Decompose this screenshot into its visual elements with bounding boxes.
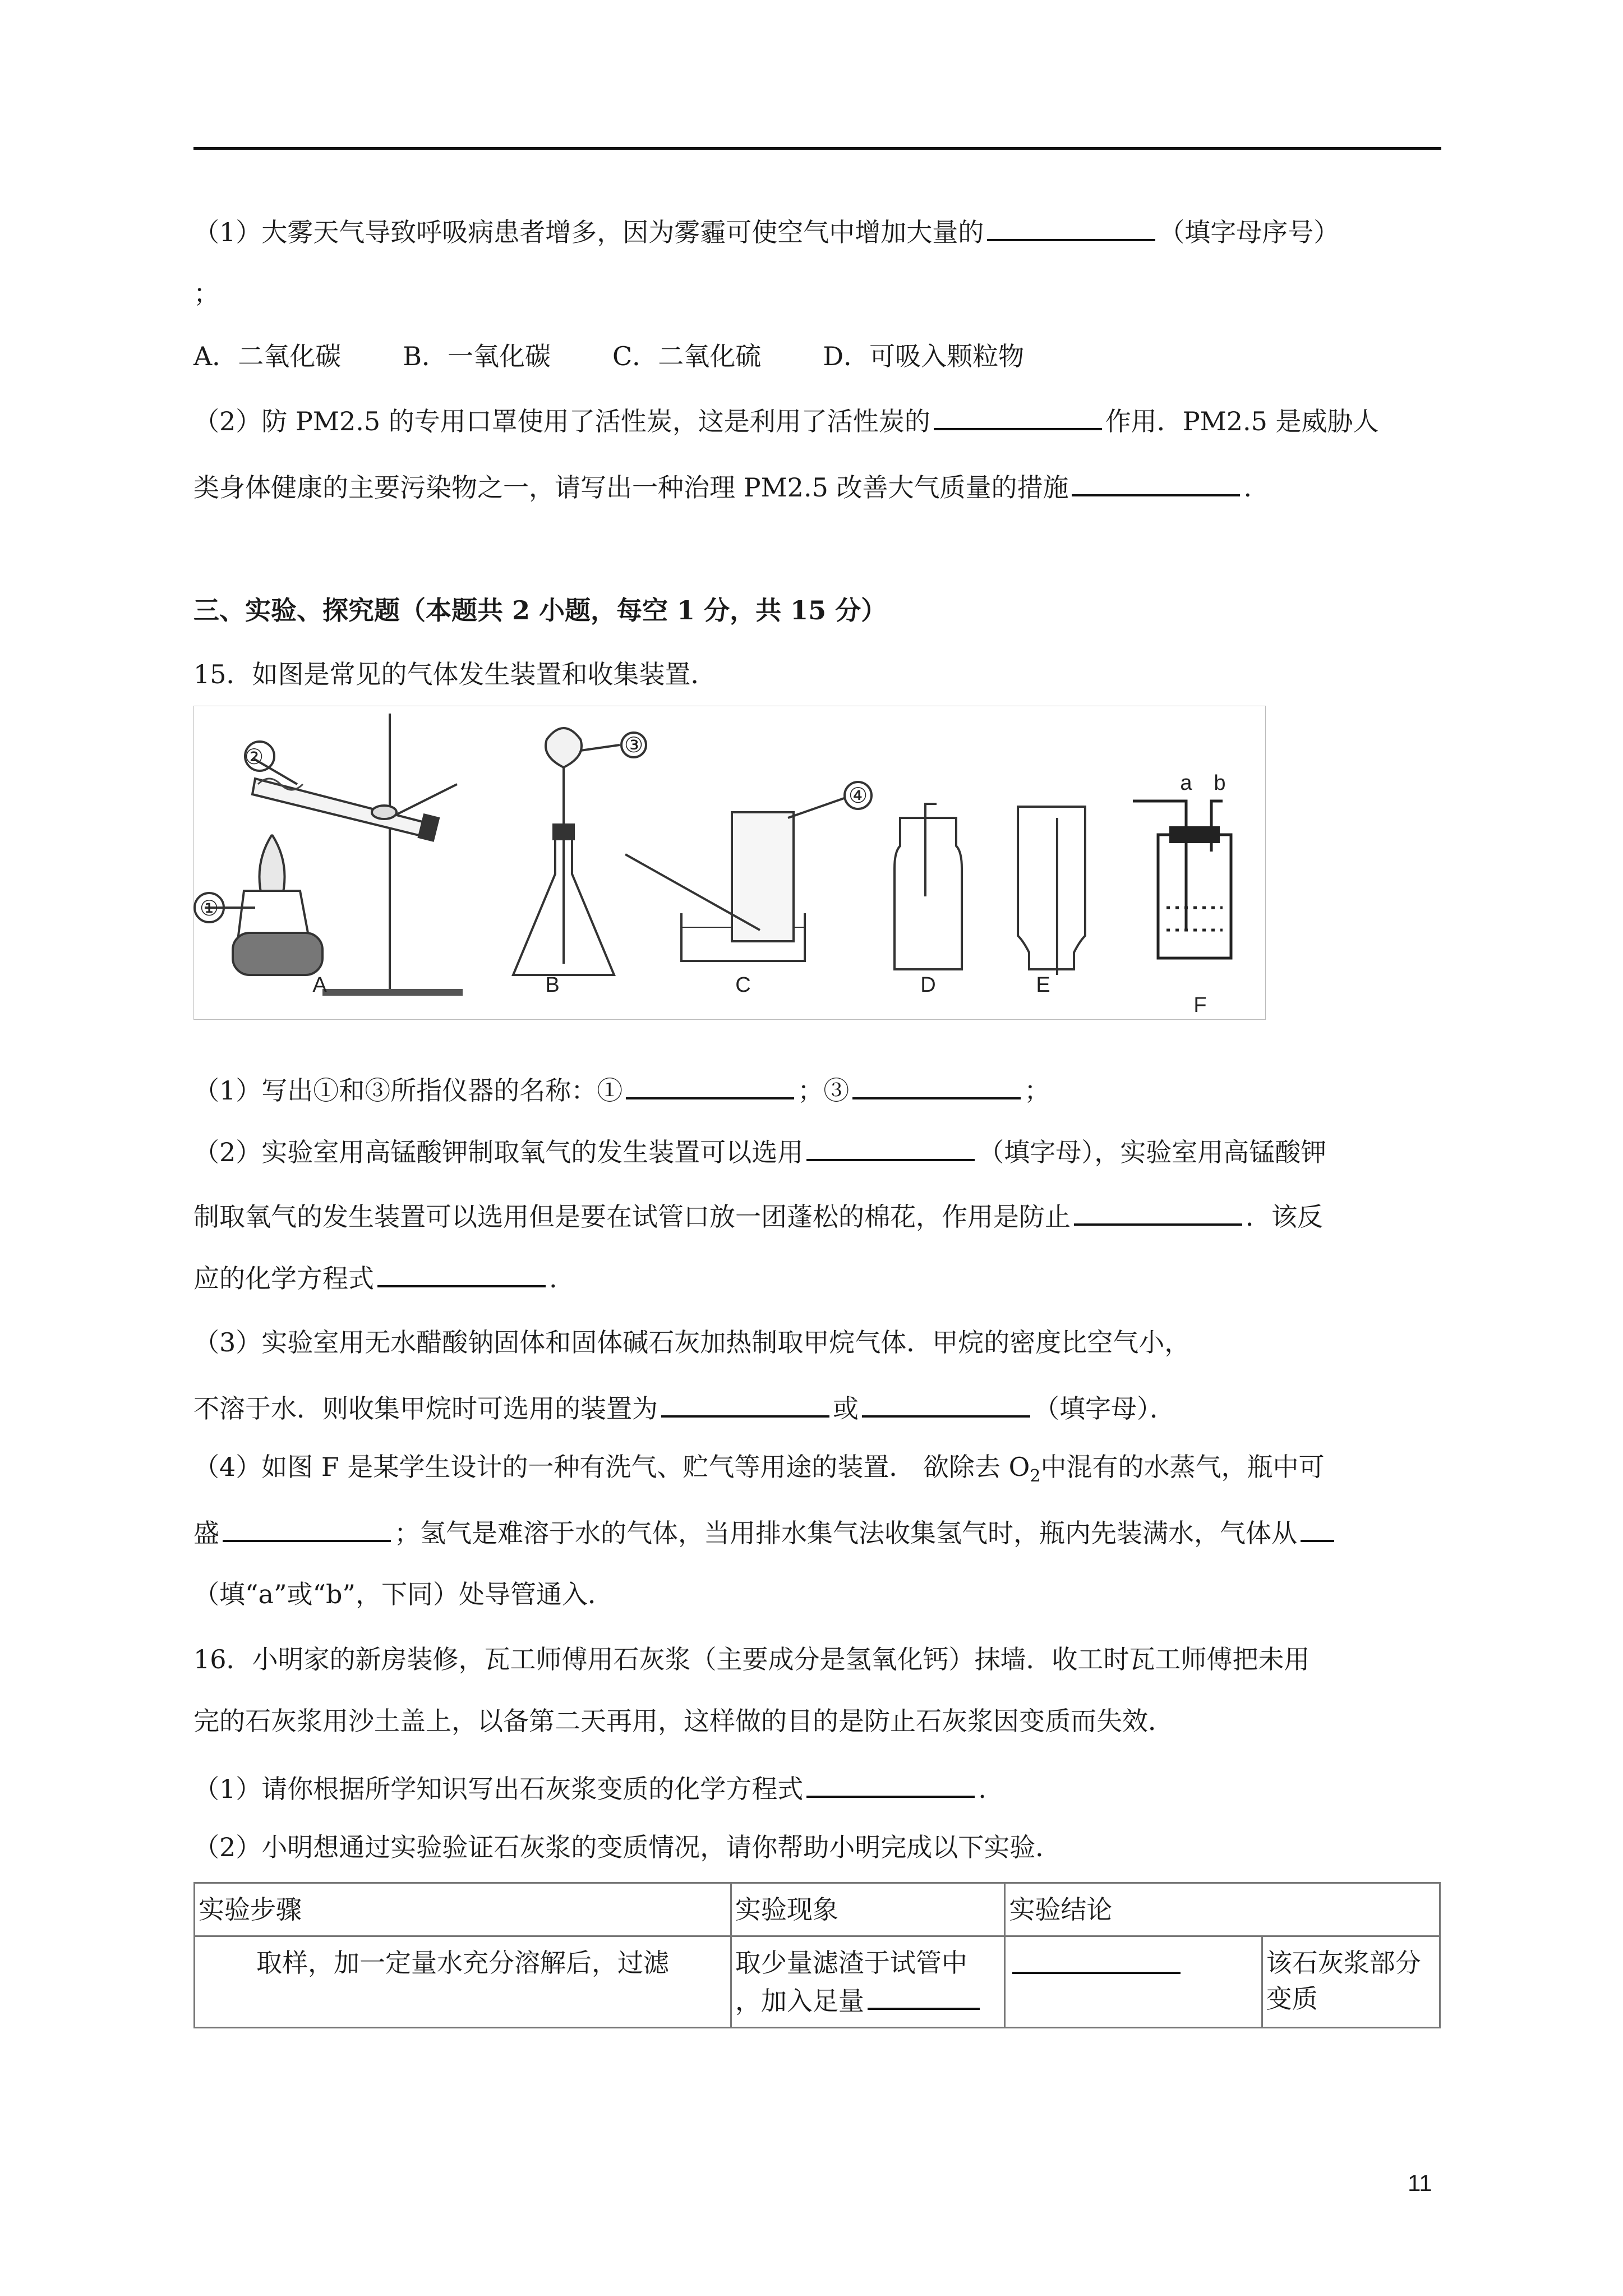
q14-options: [193, 339, 1024, 373]
q14-part2-line1: [193, 401, 1379, 438]
q16-part2: （2）小明想通过实验验证石灰浆的变质情况，请你帮助小明完成以下实验．: [193, 1832, 1062, 1862]
marker-3: ③: [624, 734, 644, 757]
q15-part1: [193, 1070, 1050, 1107]
header-step: 实验步骤: [195, 1883, 731, 1936]
q14-part1-wrap: ；: [193, 278, 219, 309]
apparatus-e: [1018, 807, 1085, 975]
q16-stem-line2: 完的石灰浆用沙土盖上，以备第二天再用，这样做的目的是防止石灰浆因变质而失效．: [193, 1706, 1174, 1736]
q15-part3-hint: （填字母）．: [1034, 1393, 1175, 1424]
answer-blank[interactable]: [934, 401, 1102, 430]
q15-part4-line2-start: 盛: [193, 1518, 219, 1548]
answer-blank[interactable]: [377, 1258, 546, 1287]
answer-blank[interactable]: [852, 1070, 1021, 1099]
answer-blank[interactable]: [862, 1388, 1030, 1418]
cell-step: 取样，加一定量水充分溶解后，过滤: [195, 1936, 731, 2028]
apparatus-b: [513, 728, 646, 975]
option-d: D．可吸入颗粒物: [823, 341, 1025, 371]
label-a: A: [312, 973, 327, 997]
q15-part2-line2: [193, 1197, 1323, 1234]
subscript-2: 2: [1030, 1466, 1041, 1487]
answer-blank[interactable]: [661, 1388, 829, 1418]
marker-1: ①: [199, 897, 219, 921]
q15-part4-line3: （填“a”或“b”，下同）处导管通入．: [193, 1579, 614, 1609]
q15-part2-line2-end: ．该反: [1246, 1202, 1323, 1232]
marker-4: ④: [848, 784, 868, 808]
q15-part2-text-cont: （填字母），实验室用高锰酸钾: [978, 1137, 1327, 1167]
phenomenon-line1: 取少量滤渣于试管中: [735, 1948, 967, 1978]
semicolon: ；: [1024, 1075, 1050, 1106]
page-number: 11: [1408, 2170, 1432, 2196]
header-rule: [193, 147, 1441, 150]
apparatus-c: [625, 782, 872, 961]
q15-stem: 15．如图是常见的气体发生装置和收集装置．: [193, 659, 717, 689]
q15-part3-text: 不溶于水．则收集甲烷时可选用的装置为: [193, 1393, 658, 1424]
cell-phenomenon: [731, 1936, 1005, 2028]
answer-blank[interactable]: [1301, 1513, 1334, 1542]
phenomenon-line2: [735, 1981, 1001, 2019]
answer-blank[interactable]: [806, 1132, 975, 1161]
q14-part2-text-cont: 作用．PM2.5 是威胁人: [1105, 406, 1379, 436]
answer-blank[interactable]: [1012, 1945, 1181, 1974]
q14-part2-line2-text: 类身体健康的主要污染物之一，请写出一种治理 PM2.5 改善大气质量的措施: [193, 472, 1069, 503]
q16-part1: [193, 1769, 986, 1806]
apparatus-a: [195, 714, 463, 996]
answer-blank[interactable]: [806, 1769, 975, 1798]
label-d: D: [920, 973, 936, 997]
option-a: A．二氧化碳: [193, 341, 342, 371]
label-e: E: [1036, 973, 1050, 997]
or-text: 或: [833, 1393, 859, 1424]
marker-2: ②: [244, 746, 264, 769]
q15-part4-line2: [193, 1513, 1338, 1550]
header-phenomenon: 实验现象: [731, 1883, 1005, 1936]
apparatus-figure: [193, 706, 1266, 1020]
q14-part1-hint: （填字母序号）: [1159, 217, 1340, 247]
period: .: [1243, 472, 1252, 503]
q14-part1-text: （1）大雾天气导致呼吸病患者增多，因为雾霾可使空气中增加大量的: [193, 217, 984, 247]
apparatus-f: [1133, 801, 1231, 958]
label-c: C: [735, 973, 751, 997]
option-c: C．二氧化硫: [612, 341, 762, 371]
q15-part4-text-cont: 中混有的水蒸气，瓶中可: [1040, 1452, 1325, 1482]
q15-part2-line1: [193, 1132, 1326, 1169]
q14-part1-line: [193, 212, 1339, 249]
option-b: B．一氧化碳: [403, 341, 551, 371]
q15-part2-line2-text: 制取氧气的发生装置可以选用但是要在试管口放一团蓬松的棉花，作用是防止: [193, 1202, 1071, 1232]
q15-part1-mid: ；③: [797, 1075, 850, 1106]
q15-part4-text: （4）如图 F 是某学生设计的一种有洗气、贮气等用途的装置． 欲除去 O: [193, 1452, 1030, 1482]
q15-part3-line1: （3）实验室用无水醋酸钠固体和固体碱石灰加热制取甲烷气体．甲烷的密度比空气小，: [193, 1327, 1191, 1358]
q16-part1-text: （1）请你根据所学知识写出石灰浆变质的化学方程式: [193, 1774, 804, 1804]
apparatus-d: [895, 804, 962, 969]
port-a-label: a: [1180, 771, 1192, 795]
q14-part2-line2: [193, 467, 1252, 504]
header-conclusion: 实验结论: [1005, 1883, 1440, 1936]
answer-blank[interactable]: [987, 212, 1155, 241]
answer-blank[interactable]: [1072, 467, 1240, 496]
answer-blank[interactable]: [868, 1981, 980, 2010]
label-f: F: [1193, 993, 1207, 1017]
cell-conclusion-blank: [1005, 1936, 1262, 2028]
label-b: B: [545, 973, 560, 997]
q15-part2-text: （2）实验室用高锰酸钾制取氧气的发生装置可以选用: [193, 1137, 804, 1167]
q15-part4-line1: [193, 1450, 1324, 1493]
q15-part4-line2-text: ；氢气是难溶于水的气体，当用排水集气法收集氢气时，瓶内先装满水，气体从: [394, 1518, 1297, 1548]
q15-part2-line3: [193, 1258, 557, 1295]
answer-blank[interactable]: [1074, 1197, 1242, 1226]
period: .: [549, 1263, 557, 1294]
q15-part1-text: （1）写出①和③所指仪器的名称：①: [193, 1075, 623, 1106]
experiment-table: [193, 1882, 1441, 2028]
phenomenon-line2-text: ，加入足量: [735, 1986, 864, 2016]
q14-part2-text: （2）防 PM2.5 的专用口罩使用了活性炭，这是利用了活性炭的: [193, 406, 930, 436]
q15-part3-line2: [193, 1388, 1175, 1425]
port-b-label: b: [1214, 771, 1226, 795]
cell-conclusion: 该石灰浆部分变质: [1262, 1936, 1440, 2028]
answer-blank[interactable]: [626, 1070, 794, 1099]
q16-stem-line1: 16．小明家的新房装修，瓦工师傅用石灰浆（主要成分是氢氧化钙）抹墙．收工时瓦工师傅把未用: [193, 1644, 1310, 1674]
table-header-row: [195, 1883, 1440, 1936]
q15-part2-line3-text: 应的化学方程式: [193, 1263, 374, 1294]
answer-blank[interactable]: [223, 1513, 391, 1542]
section-title: 三、实验、探究题（本题共 2 小题，每空 1 分，共 15 分）: [193, 595, 887, 625]
table-row: [195, 1936, 1440, 2028]
period: .: [978, 1774, 986, 1804]
